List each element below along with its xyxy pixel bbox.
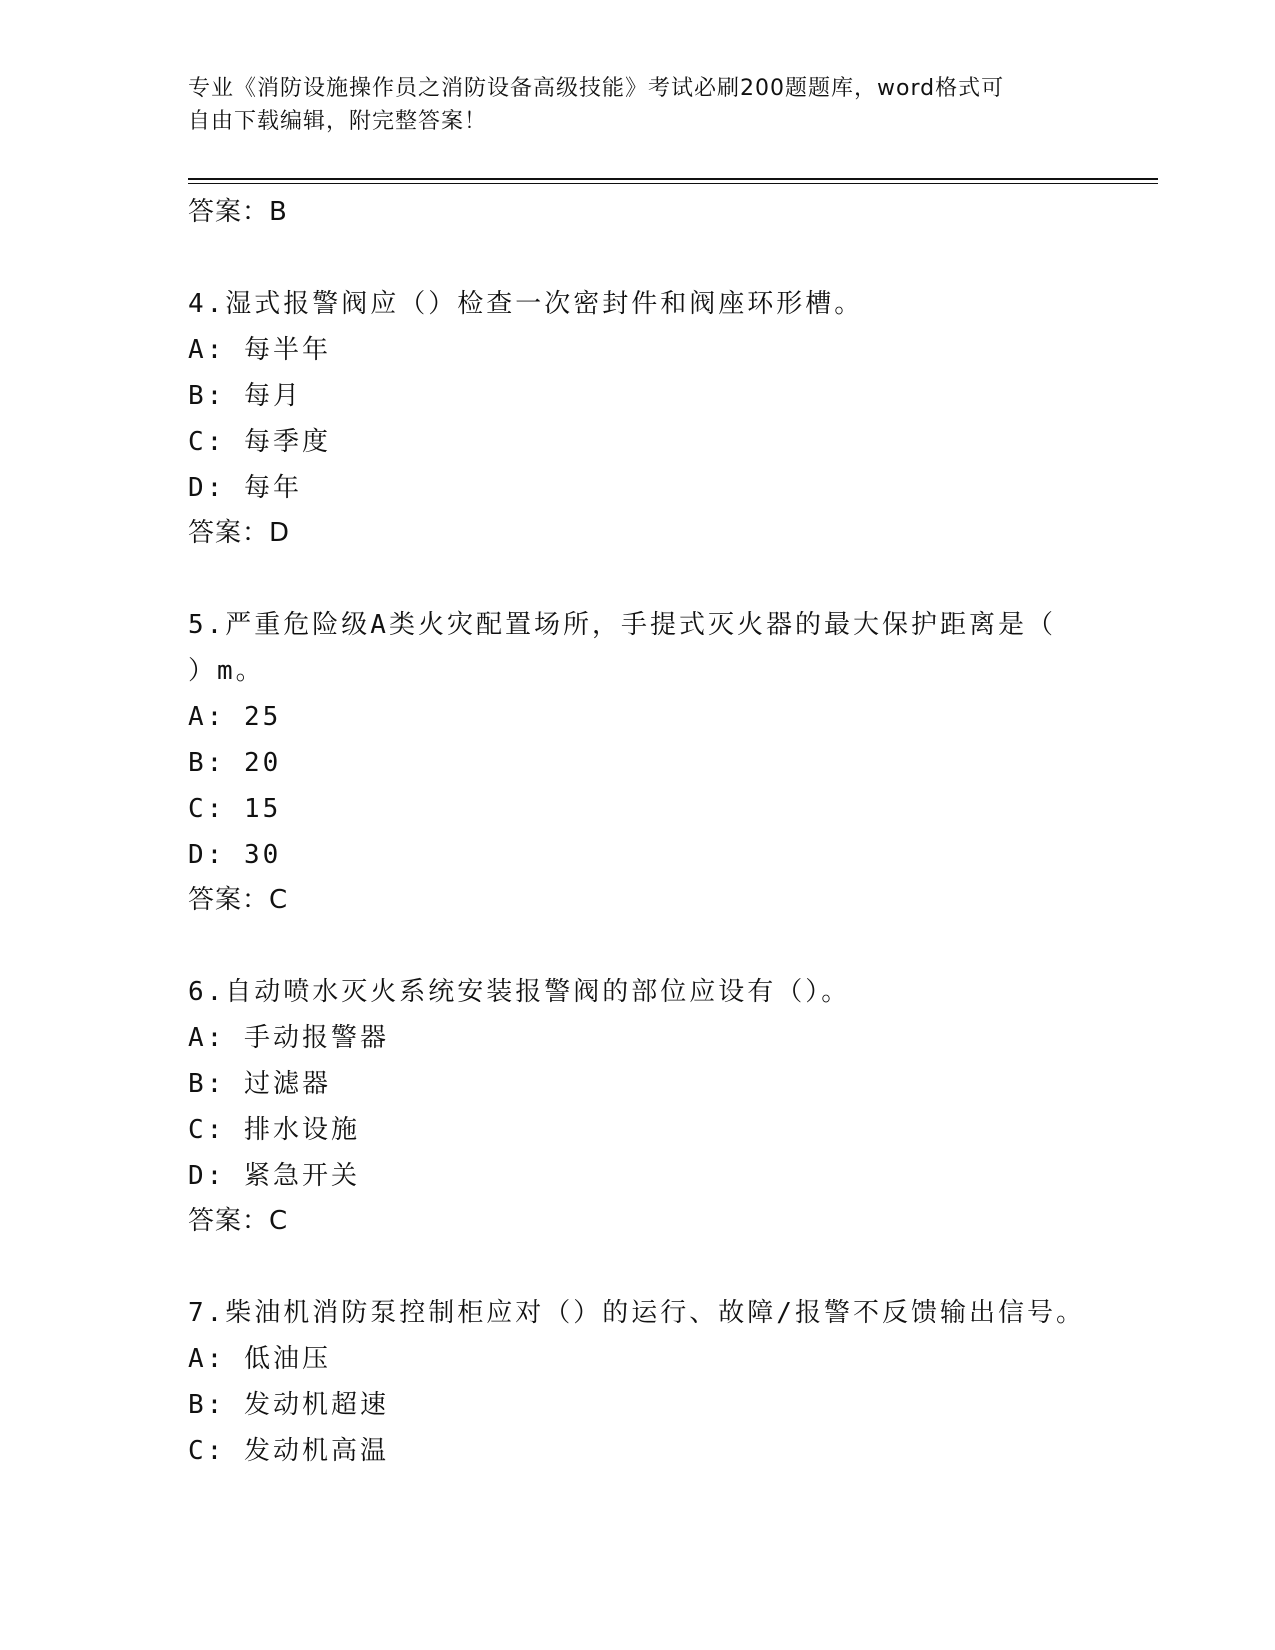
- option-c: C: 15: [188, 794, 282, 824]
- question-item: [188, 969, 1088, 1244]
- header-divider-thick: [188, 178, 1158, 180]
- header-divider-thin: [188, 183, 1158, 184]
- question-item: [188, 1290, 1088, 1474]
- question-text: 7.柴油机消防泵控制柜应对（）的运行、故障/报警不反馈输出信号。: [188, 1298, 1085, 1328]
- question-item: [188, 602, 1088, 923]
- option-b: B: 每月: [188, 381, 302, 411]
- option-b: B: 发动机超速: [188, 1390, 389, 1420]
- question-item: [188, 281, 1088, 556]
- answer-line: 答案：C: [188, 885, 289, 915]
- option-d: D: 30: [188, 840, 282, 870]
- option-a: A: 25: [188, 702, 282, 732]
- answer-line: 答案：C: [188, 1206, 289, 1236]
- document-header: [188, 72, 1068, 138]
- header-line-1: 专业《消防设施操作员之消防设备高级技能》考试必刷200题题库，word格式可: [188, 76, 1005, 101]
- option-a: A: 手动报警器: [188, 1023, 389, 1053]
- question-list: [188, 190, 1088, 1474]
- header-line-2: 自由下载编辑，附完整答案！: [188, 109, 488, 134]
- option-c: C: 发动机高温: [188, 1436, 389, 1466]
- question-text: 4.湿式报警阀应（）检查一次密封件和阀座环形槽。: [188, 289, 864, 319]
- option-b: B: 20: [188, 748, 282, 778]
- answer-line: 答案：B: [188, 197, 288, 227]
- option-d: D: 每年: [188, 473, 302, 503]
- option-a: A: 低油压: [188, 1344, 331, 1374]
- option-c: C: 每季度: [188, 427, 331, 457]
- option-b: B: 过滤器: [188, 1069, 331, 1099]
- option-c: C: 排水设施: [188, 1115, 360, 1145]
- question-text: 5.严重危险级A类火灾配置场所，手提式灭火器的最大保护距离是（: [188, 610, 1056, 640]
- question-text: 6.自动喷水灭火系统安装报警阀的部位应设有（）。: [188, 977, 851, 1007]
- answer-line: 答案：D: [188, 518, 291, 548]
- option-a: A: 每半年: [188, 335, 331, 365]
- option-d: D: 紧急开关: [188, 1161, 360, 1191]
- question-text-continued: ）m。: [188, 656, 265, 686]
